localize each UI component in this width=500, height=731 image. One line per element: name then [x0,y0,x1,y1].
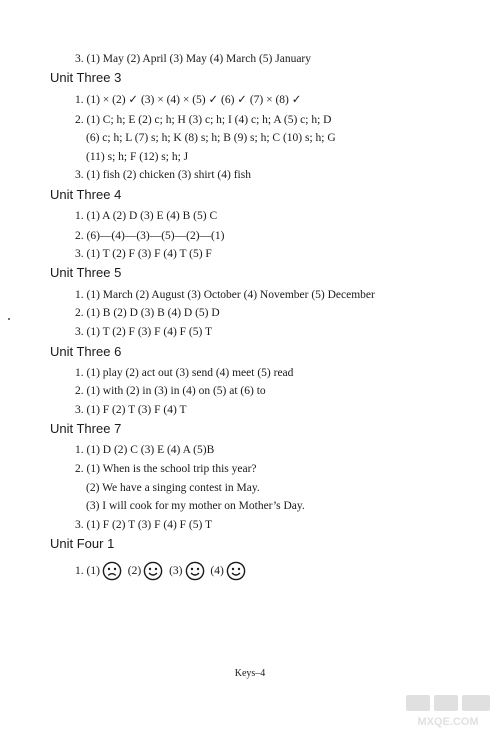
section-heading: Unit Three 6 [50,344,122,359]
item-number: 1. [75,565,84,577]
happy-face-icon [185,561,205,581]
face-item-label: (2) [127,565,142,577]
answer-line: (2) We have a singing contest in May. [86,482,260,494]
section-heading: Unit Four 1 [50,536,115,551]
answer-line: (6) c; h; L (7) s; h; K (8) s; h; B (9) s; h; C (10) s; h; G [86,132,336,144]
answer-line: 3. (1) F (2) T (3) F (4) T [75,404,187,416]
answer-line: 3. (1) F (2) T (3) F (4) F (5) T [75,519,213,531]
page-footer: Keys–4 [234,668,266,679]
face-item-label: (3) [169,565,183,577]
answer-line: 1. (1) play (2) act out (3) send (4) meet (5) read [75,367,294,379]
answer-line: 1. (1) A (2) D (3) E (4) B (5) C [75,210,218,222]
faces-answer-line [75,560,249,582]
section-heading: Unit Three 4 [50,187,122,202]
section-heading: Unit Three 3 [50,70,122,85]
sad-face-icon [102,561,122,581]
face-item-label: (1) [86,565,100,577]
happy-face-icon [143,561,163,581]
answer-line: 2. (1) with (2) in (3) in (4) on (5) at (6) to [75,385,266,397]
answer-line: 1. (1) × (2) ✓ (3) × (4) × (5) ✓ (6) ✓ (7) × (8) ✓ [75,94,302,106]
section-heading: Unit Three 7 [50,421,122,436]
svg-text:MXQE.COM: MXQE.COM [417,716,479,728]
answer-line: 1. (1) March (2) August (3) October (4) November (5) December [75,289,375,301]
answer-line: 2. (6)—(4)—(3)—(5)—(2)—(1) [75,230,225,242]
answer-line: (11) s; h; F (12) s; h; J [86,151,189,163]
scan-speck [8,318,10,320]
answer-line: 2. (1) B (2) D (3) B (4) D (5) D [75,307,220,319]
face-item-label: (4) [210,565,224,577]
answer-line: (3) I will cook for my mother on Mother’s Day. [86,500,305,512]
section-heading: Unit Three 5 [50,265,122,280]
answer-line: 3. (1) May (2) April (3) May (4) March (5) January [75,53,311,65]
watermark-logo [402,693,496,729]
happy-face-icon [226,561,246,581]
answer-line: 2. (1) When is the school trip this year? [75,463,257,475]
answer-line: 3. (1) T (2) F (3) F (4) F (5) T [75,326,213,338]
answer-line: 1. (1) D (2) C (3) E (4) A (5)B [75,444,215,456]
answer-line: 3. (1) T (2) F (3) F (4) T (5) F [75,248,212,260]
answer-line: 2. (1) C; h; E (2) c; h; H (3) c; h; I (4) c; h; A (5) c; h; D [75,114,332,126]
answer-line: 3. (1) fish (2) chicken (3) shirt (4) fish [75,169,251,181]
